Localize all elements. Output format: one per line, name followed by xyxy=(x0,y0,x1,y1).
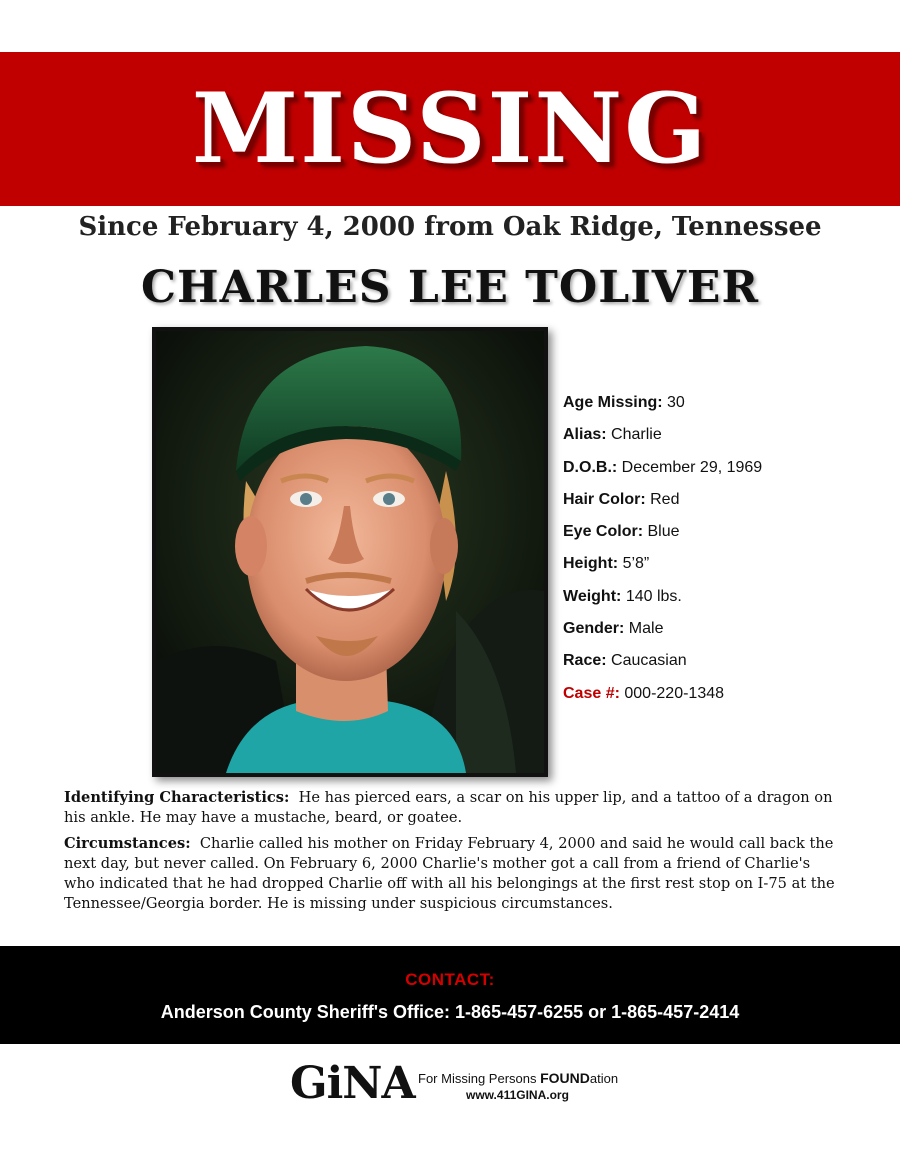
banner-title: MISSING xyxy=(191,72,709,185)
circumstances-text: Charlie called his mother on Friday February 4, 2000 and said he would call back the next day, but never called. On February 6, 2000 Charlie's mother got a call from a friend of Charlie's who indicated that he had dropped Charlie off with all his belongings at the first rest stop on I-75 at the Tennessee/Georgia border. He is missing under suspicious circumstances. xyxy=(64,835,835,912)
detail-eye-color xyxy=(563,521,883,553)
detail-value: Caucasian xyxy=(611,652,687,670)
detail-hair-color xyxy=(563,489,883,521)
portrait-illustration xyxy=(156,331,544,773)
contact-phone-line: Anderson County Sheriff's Office: 1-865-457-6255 or 1-865-457-2414 xyxy=(160,1002,740,1022)
detail-value: 000-220-1348 xyxy=(624,684,725,702)
footer xyxy=(290,1058,650,1110)
circumstances xyxy=(64,834,844,914)
detail-value: Charlie xyxy=(611,426,662,444)
identifying-label: Identifying Characteristics: xyxy=(64,789,290,806)
portrait-photo xyxy=(152,327,548,777)
details-list xyxy=(563,392,883,715)
description xyxy=(64,788,844,920)
detail-case-number xyxy=(563,683,883,715)
detail-weight xyxy=(563,586,883,618)
tagline-bold: FOUND xyxy=(540,1070,590,1086)
contact-heading: CONTACT: xyxy=(405,970,495,989)
website-url[interactable]: www.411GINA.org xyxy=(466,1088,569,1102)
detail-label: Hair Color: xyxy=(563,490,646,508)
missing-since: Since February 4, 2000 from Oak Ridge, Tennessee xyxy=(78,212,822,242)
person-name: CHARLES LEE TOLIVER xyxy=(140,262,760,313)
missing-banner xyxy=(0,52,900,206)
detail-label: Age Missing: xyxy=(563,394,663,411)
detail-age xyxy=(563,392,883,424)
detail-alias xyxy=(563,424,883,456)
detail-height xyxy=(563,553,883,585)
contact-banner xyxy=(0,946,900,1044)
tagline-suffix: ation xyxy=(589,1071,619,1086)
identifying-characteristics xyxy=(64,788,844,828)
detail-label: Alias: xyxy=(563,426,607,444)
detail-value: 30 xyxy=(667,394,685,411)
detail-label: D.O.B.: xyxy=(563,458,618,476)
foundation-tagline xyxy=(418,1070,618,1086)
detail-label: Gender: xyxy=(563,620,625,638)
detail-label: Case #: xyxy=(563,684,620,702)
tagline-prefix: For Missing Persons xyxy=(418,1071,541,1086)
detail-dob xyxy=(563,457,883,489)
detail-value: Male xyxy=(628,620,664,638)
detail-value: Blue xyxy=(647,523,680,541)
detail-gender xyxy=(563,618,883,650)
identifying-text: He has pierced ears, a scar on his upper lip, and a tattoo of a dragon on his ankle. He may have a mustache, beard, or goatee. xyxy=(64,789,833,826)
detail-value: 140 lbs. xyxy=(625,587,682,605)
detail-value: December 29, 1969 xyxy=(621,458,763,476)
detail-label: Weight: xyxy=(563,587,622,605)
detail-label: Eye Color: xyxy=(563,523,644,541)
gina-logo: GiNA xyxy=(290,1058,415,1109)
detail-label: Height: xyxy=(563,555,619,573)
circumstances-label: Circumstances: xyxy=(64,835,191,852)
detail-value: Red xyxy=(650,490,680,508)
detail-value: 5’8” xyxy=(622,555,650,573)
detail-label: Race: xyxy=(563,652,607,670)
detail-race xyxy=(563,650,883,682)
